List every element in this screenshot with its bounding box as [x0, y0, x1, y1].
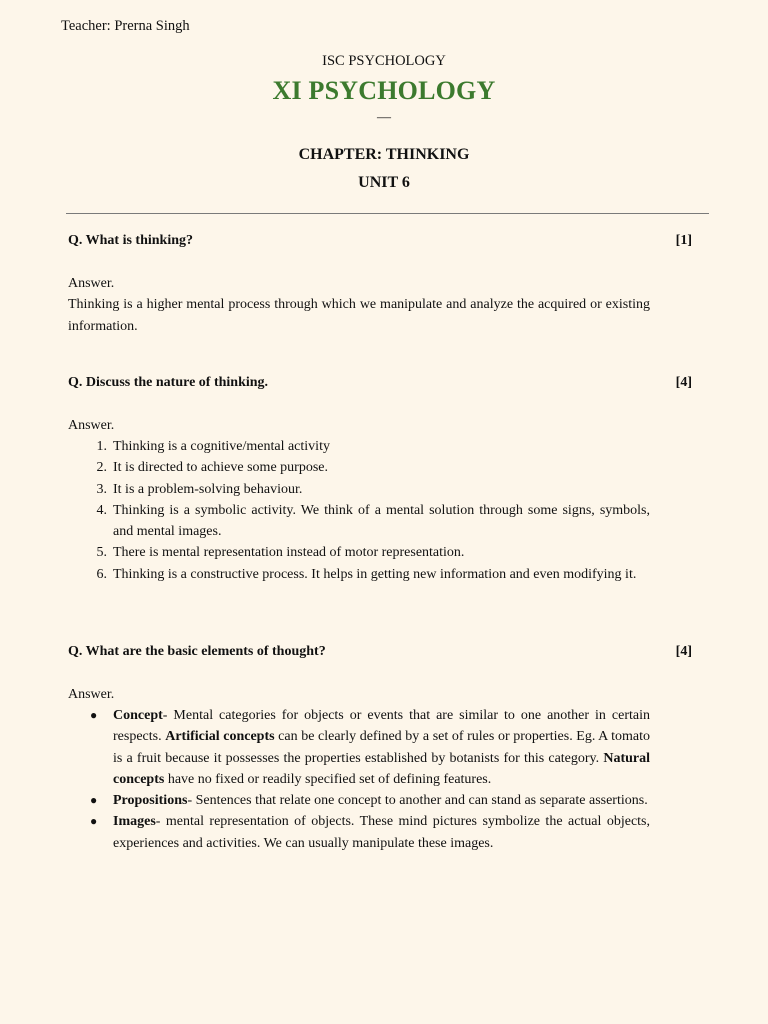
list-item-number: 1. [96, 439, 107, 454]
list-item-concept [68, 705, 650, 790]
page-title: XI PSYCHOLOGY [272, 76, 496, 105]
question-2-text: Q. Discuss the nature of thinking. [68, 375, 269, 390]
term-concept: Concept [113, 708, 163, 723]
term-artificial-concepts: Artificial concepts [165, 729, 275, 745]
list-item-number: 6. [96, 566, 107, 582]
list-item-images [68, 811, 650, 854]
bullet-icon: ● [90, 793, 98, 808]
answer-1-text: Thinking is a higher mental process through which we manipulate and analyze the acquired or existing information. [68, 297, 650, 334]
term-propositions: Propositions [113, 793, 188, 809]
question-3-marks: [4] [675, 644, 692, 659]
list-item-text: There is mental representation instead of motor representation. [113, 545, 465, 561]
question-2-marks: [4] [675, 375, 692, 390]
chapter-heading: CHAPTER: THINKING [298, 146, 470, 163]
bullet-icon: ● [90, 814, 98, 829]
answer-2-label: Answer. [68, 418, 115, 433]
bullet-icon: ● [90, 708, 98, 722]
nature-of-thinking-list [68, 436, 650, 585]
list-item-number: 4. [96, 502, 107, 518]
header-divider [66, 213, 709, 214]
concept-text-3: have no fixed or readily specified set of defining features. [164, 771, 492, 787]
list-item-text: Thinking is a symbolic activity. We think of a mental solution through some signs, symbols, and mental images. [113, 502, 650, 540]
teacher-name: Teacher: Prerna Singh [61, 18, 190, 34]
term-images: Images [113, 814, 156, 830]
list-item-number: 3. [96, 481, 107, 497]
term-natural-concepts: Natural concepts [113, 750, 650, 787]
question-3 [68, 644, 692, 660]
list-item-text: It is directed to achieve some purpose. [113, 460, 328, 476]
list-item-text: Thinking is a constructive process. It helps in getting new information and even modifying it. [113, 566, 637, 582]
list-item [68, 564, 650, 585]
title-dash: — [377, 110, 391, 125]
question-1-marks: [1] [675, 233, 692, 248]
list-item [68, 500, 650, 543]
course-subtitle: ISC PSYCHOLOGY [322, 53, 446, 69]
elements-of-thought-list [68, 705, 650, 854]
question-3-text: Q. What are the basic elements of thought? [68, 644, 326, 659]
concept-text-1: - Mental categories for objects or events that are similar to one another in certain respects. [113, 708, 650, 745]
question-1 [68, 233, 692, 249]
unit-heading: UNIT 6 [358, 174, 410, 191]
propositions-text: - Sentences that relate one concept to another and can stand as separate assertions. [187, 793, 648, 809]
concept-text-2: can be clearly defined by a set of rules or properties. Eg. A tomato is a fruit because it possesses the properties established by botanists for this category. [113, 729, 650, 766]
list-item-number: 2. [96, 460, 107, 476]
list-item [68, 542, 650, 563]
list-item [68, 479, 650, 500]
list-item-propositions [68, 790, 650, 811]
list-item [68, 436, 650, 457]
answer-1-label: Answer. [68, 276, 115, 291]
question-1-text: Q. What is thinking? [68, 233, 194, 248]
list-item [68, 457, 650, 478]
images-text: - mental representation of objects. These mind pictures symbolize the actual objects, experiences and activities. We can usually manipulate these images. [113, 814, 650, 851]
answer-3-label: Answer. [68, 687, 115, 702]
list-item-text: Thinking is a cognitive/mental activity [113, 439, 330, 454]
question-2 [68, 375, 692, 391]
list-item-text: It is a problem-solving behaviour. [113, 481, 303, 497]
list-item-number: 5. [96, 545, 107, 561]
